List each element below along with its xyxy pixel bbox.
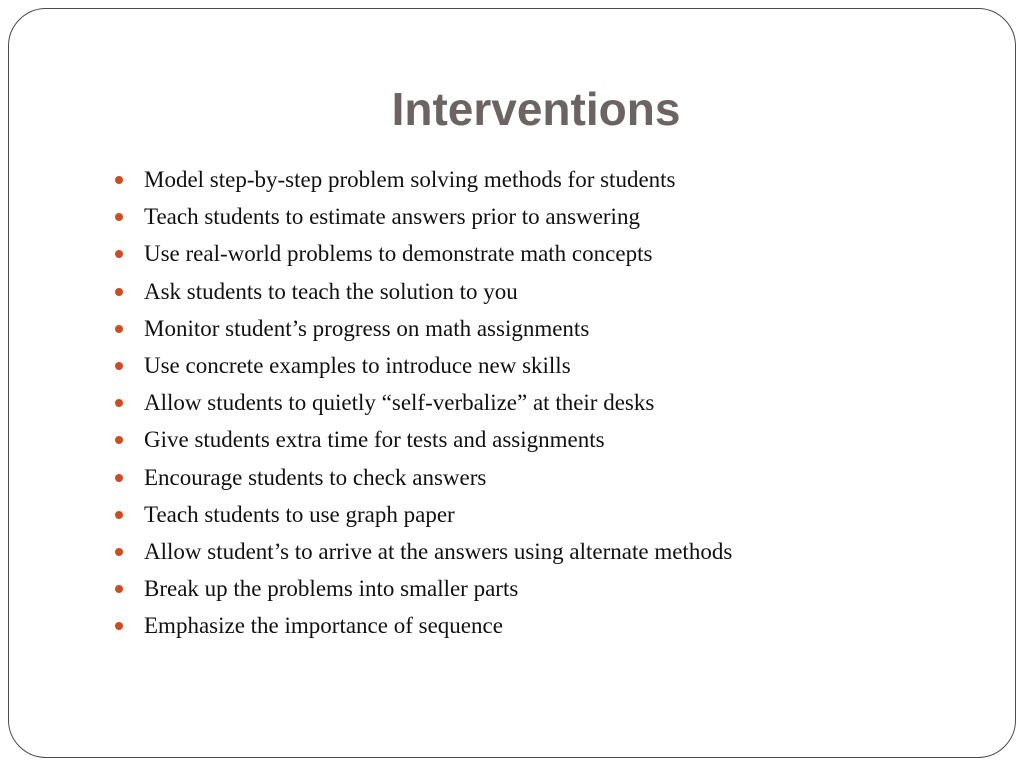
list-item: [112, 348, 972, 385]
list-item: [112, 422, 972, 459]
list-item: [112, 199, 972, 236]
bullet-text: Ask students to teach the solution to you: [144, 278, 518, 304]
bullet-icon: [115, 511, 123, 519]
list-item: [112, 311, 972, 348]
bullet-icon: [115, 622, 123, 630]
bullet-text: Emphasize the importance of sequence: [144, 613, 503, 639]
bullet-text: Allow students to quietly “self-verbalize” at their desks: [144, 390, 655, 416]
slide-title: Interventions: [391, 83, 681, 135]
bullet-icon: [115, 288, 123, 296]
bullet-icon: [115, 213, 123, 221]
list-item: [112, 571, 972, 608]
list-item: [112, 385, 972, 422]
bullet-icon: [115, 474, 123, 482]
list-item: [112, 534, 972, 571]
bullet-text: Use real-world problems to demonstrate math concepts: [144, 241, 653, 267]
bullet-icon: [115, 325, 123, 333]
list-item: [112, 162, 972, 199]
bullet-text: Use concrete examples to introduce new skills: [144, 352, 571, 378]
bullet-list: [112, 162, 972, 645]
bullet-icon: [115, 585, 123, 593]
bullet-text: Encourage students to check answers: [144, 464, 487, 490]
list-item: [112, 236, 972, 273]
bullet-icon: [115, 399, 123, 407]
bullet-icon: [115, 250, 123, 258]
list-item: [112, 608, 972, 645]
list-item: [112, 497, 972, 534]
bullet-text: Model step-by-step problem solving methods for students: [144, 167, 676, 192]
bullet-text: Teach students to estimate answers prior to answering: [144, 204, 640, 230]
bullet-text: Give students extra time for tests and assignments: [144, 427, 605, 453]
bullet-text: Allow student’s to arrive at the answers using alternate methods: [144, 538, 733, 564]
bullet-icon: [115, 176, 123, 184]
bullet-icon: [115, 436, 123, 444]
list-item: [112, 274, 972, 311]
bullet-text: Break up the problems into smaller parts: [144, 576, 519, 602]
bullet-text: Teach students to use graph paper: [144, 501, 455, 527]
bullet-icon: [115, 548, 123, 556]
list-item: [112, 460, 972, 497]
bullet-icon: [115, 362, 123, 370]
bullet-text: Monitor student’s progress on math assignments: [144, 315, 590, 341]
